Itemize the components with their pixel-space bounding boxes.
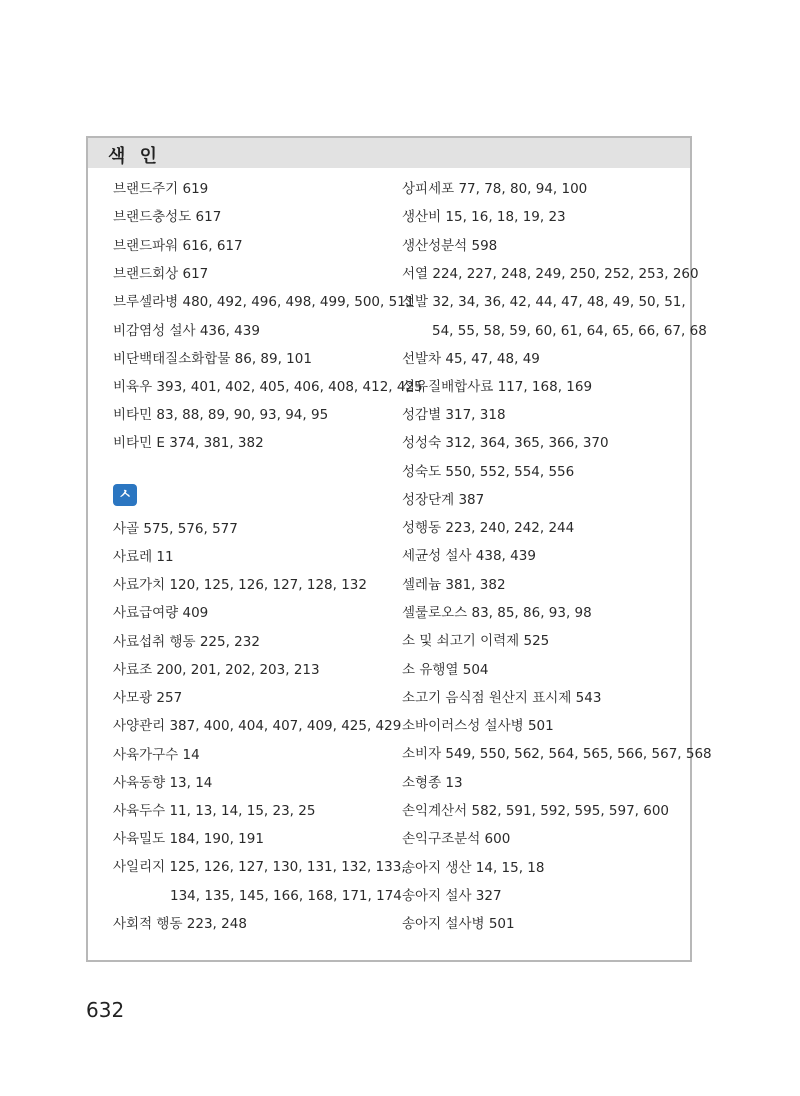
left-index-entry: 사골 575, 576, 577	[113, 521, 238, 537]
left-index-entry: 사모광 257	[113, 690, 183, 706]
right-index-entry: 성숙도 550, 552, 554, 556	[402, 464, 575, 480]
right-index-entry: 섬유질배합사료 117, 168, 169	[402, 379, 593, 395]
right-index-entry: 54, 55, 58, 59, 60, 61, 64, 65, 66, 67, 68	[432, 323, 707, 339]
right-index-entry: 셀레늄 381, 382	[402, 577, 506, 593]
left-index-entry: 사료가치 120, 125, 126, 127, 128, 132	[113, 577, 367, 593]
right-index-entry: 손익구조분석 600	[402, 831, 511, 847]
left-index-entry: 비감염성 설사 436, 439	[113, 323, 260, 339]
right-index-entry: 선발차 45, 47, 48, 49	[402, 351, 540, 367]
left-index-entry: 브루셀라병 480, 492, 496, 498, 499, 500, 511	[113, 294, 415, 310]
right-index-entry: 소 유행열 504	[402, 662, 489, 678]
left-index-entry: 사료레 11	[113, 549, 174, 565]
left-index-entry: 사육가구수 14	[113, 747, 200, 763]
right-index-entry: 소비자 549, 550, 562, 564, 565, 566, 567, 568	[402, 746, 712, 762]
left-index-entry: 사육두수 11, 13, 14, 15, 23, 25	[113, 803, 316, 819]
left-index-entry: 사육동향 13, 14	[113, 775, 213, 791]
right-index-entry: 송아지 설사병 501	[402, 916, 515, 932]
right-index-entry: 성행동 223, 240, 242, 244	[402, 520, 575, 536]
right-index-entry: 셀룰로오스 83, 85, 86, 93, 98	[402, 605, 592, 621]
right-index-entry: 손익계산서 582, 591, 592, 595, 597, 600	[402, 803, 670, 819]
left-index-entry: 브랜드충성도 617	[113, 209, 222, 225]
right-index-entry: 서열 224, 227, 248, 249, 250, 252, 253, 260	[402, 266, 699, 282]
left-index-entry: 비타민 83, 88, 89, 90, 93, 94, 95	[113, 407, 329, 423]
right-index-entry: 소고기 음식점 원산지 표시제 543	[402, 690, 602, 706]
right-index-entry: 소바이러스성 설사병 501	[402, 718, 554, 734]
left-index-entry: 비단백태질소화합물 86, 89, 101	[113, 351, 312, 367]
right-index-entry: 성감별 317, 318	[402, 407, 506, 423]
index-header	[88, 138, 690, 168]
left-index-entry: 비육우 393, 401, 402, 405, 406, 408, 412, 425	[113, 379, 423, 395]
left-index-entry: 사양관리 387, 400, 404, 407, 409, 425, 429	[113, 718, 402, 734]
right-index-entry: 송아지 설사 327	[402, 888, 502, 904]
right-index-entry: 소 및 쇠고기 이력제 525	[402, 633, 550, 649]
left-index-entry: 브랜드주기 619	[113, 181, 209, 197]
right-index-entry: 세균성 설사 438, 439	[402, 548, 536, 564]
left-index-entry: 사육밀도 184, 190, 191	[113, 831, 264, 847]
right-index-entry: 소형종 13	[402, 775, 463, 791]
left-index-entry: 사료조 200, 201, 202, 203, 213	[113, 662, 320, 678]
left-index-entry: 사일리지 125, 126, 127, 130, 131, 132, 133,	[113, 859, 406, 875]
left-index-entry: 브랜드파워 616, 617	[113, 238, 243, 254]
left-index-entry: 134, 135, 145, 166, 168, 171, 174	[170, 888, 402, 904]
section-badge-siot: ㅅ	[113, 484, 137, 506]
left-index-entry: 사료섭취 행동 225, 232	[113, 634, 260, 650]
left-index-entry: 사료급여량 409	[113, 605, 209, 621]
left-index-entry: 브랜드회상 617	[113, 266, 209, 282]
right-index-entry: 송아지 생산 14, 15, 18	[402, 860, 545, 876]
right-index-entry: 성장단계 387	[402, 492, 485, 508]
left-index-entry: 사회적 행동 223, 248	[113, 916, 247, 932]
right-index-entry: 생산비 15, 16, 18, 19, 23	[402, 209, 566, 225]
page-number: 632	[86, 998, 125, 1022]
right-index-entry: 선발 32, 34, 36, 42, 44, 47, 48, 49, 50, 51,	[402, 294, 686, 310]
index-title: 색 인	[108, 146, 162, 167]
left-index-entry: 비타민 E 374, 381, 382	[113, 435, 264, 451]
right-index-entry: 상피세포 77, 78, 80, 94, 100	[402, 181, 588, 197]
right-index-entry: 생산성분석 598	[402, 238, 498, 254]
right-index-entry: 성성숙 312, 364, 365, 366, 370	[402, 435, 609, 451]
